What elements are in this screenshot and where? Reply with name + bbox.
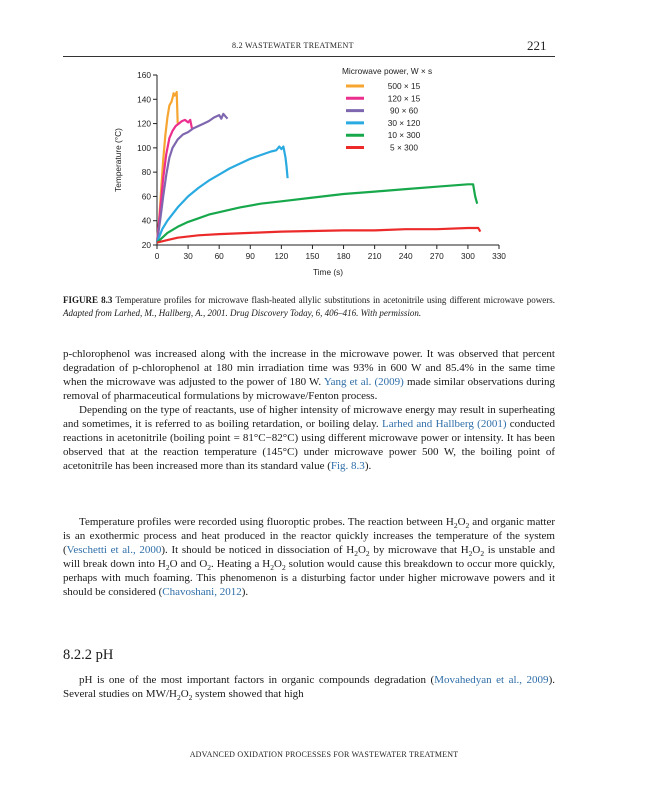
y-tick-label: 60 bbox=[141, 191, 151, 202]
x-tick-label: 270 bbox=[429, 251, 444, 261]
section-heading: 8.2.2 pH bbox=[63, 647, 114, 663]
legend-label: 120 × 15 bbox=[387, 93, 421, 104]
y-tick-label: 100 bbox=[137, 142, 151, 153]
paragraph-1: p-chlorophenol was increased along with the increase in the microwave power. It was observed that percent degradation of p-chlorophenol at 180 min irradiation time was 93% in 600 W and 85.4% in the same time when the microwave was adjusted to the power of 180 W. Yang et al. (2009) made similar observations during removal of pharmaceutical formulations by microwave/Fenton process. bbox=[63, 348, 556, 402]
x-tick-label: 330 bbox=[492, 251, 506, 261]
figure-caption bbox=[63, 294, 555, 320]
y-tick-label: 80 bbox=[141, 167, 151, 178]
y-axis-label: Temperature (°C) bbox=[113, 128, 123, 192]
figure-link[interactable]: Fig. 8.3 bbox=[330, 460, 365, 472]
legend-label: 500 × 15 bbox=[387, 81, 421, 91]
citation-link[interactable]: Chavoshani, 2012 bbox=[162, 586, 242, 598]
figure-label: FIGURE 8.3 bbox=[63, 295, 113, 305]
chart-series bbox=[157, 92, 480, 243]
running-footer: ADVANCED OXIDATION PROCESSES FOR WASTEWATER TREATMENT bbox=[189, 750, 459, 759]
y-tick-label: 140 bbox=[137, 94, 151, 105]
x-tick-label: 60 bbox=[214, 251, 224, 261]
series-line-3 bbox=[157, 114, 228, 243]
x-tick-label: 210 bbox=[367, 251, 382, 261]
citation-link[interactable]: Yang et al. (2009) bbox=[323, 376, 404, 388]
paragraph-3: Temperature profiles were recorded using fluoroptic probes. The reaction between $H_2O_2$ and organic matter is an exothermic process and heat produced in the reactor quickly increases the temperature of the system (Veschetti et al., 2000). It should be noticed in dissociation of $H_2O_2$ by microwave that $H_2O_2$ is unstable and will break down into $H_2O$ and $O_2$. Heating a $H_2O_2$ solution would cause this breakdown to occur more quickly, perhaps with much foaming. This phenomenon is a disturbing factor under higher microwave powers and it should be considered (Chavoshani, 2012). bbox=[63, 516, 555, 598]
x-tick-label: 300 bbox=[460, 251, 475, 261]
x-axis-label: Time (s) bbox=[312, 267, 344, 277]
x-tick-label: 30 bbox=[183, 251, 193, 261]
legend-label: 30 × 120 bbox=[387, 117, 421, 128]
header-rule bbox=[63, 56, 555, 57]
legend-label: 5 × 300 bbox=[390, 142, 418, 153]
legend-title: Microwave power, W × s bbox=[342, 66, 433, 76]
series-line-6 bbox=[157, 228, 480, 243]
legend-label: 10 × 300 bbox=[387, 130, 421, 141]
y-tick-label: 160 bbox=[137, 70, 151, 80]
x-tick-label: 0 bbox=[154, 251, 160, 261]
running-header: 8.2 WASTEWATER TREATMENT bbox=[232, 41, 354, 50]
temperature-chart bbox=[100, 62, 560, 290]
paragraph-4: pH is one of the most important factors in organic compounds degradation (Movahedyan et al., 2009). Several studies on $MW/H_2O_2$ system showed that high bbox=[63, 674, 555, 703]
citation-link[interactable]: Larhed and Hallberg (2001) bbox=[381, 418, 507, 430]
x-tick-label: 90 bbox=[245, 251, 255, 261]
x-tick-label: 120 bbox=[274, 251, 289, 261]
paragraph-2: Depending on the type of reactants, use of higher intensity of microwave energy may result in superheating and sometimes, it is referred to as boiling retardation, or boiling delay. Larhed and Hallberg (2001) conducted reactions in acetonitrile (boiling point = 81°C−82°C) using different microwave power or intensity. It has been observed that at the reaction temperature (145°C) under microwave power 500 W, the boiling point of acetonitrile has been increased more than its standard value (Fig. 8.3). bbox=[63, 404, 555, 472]
caption-source: Adapted from Larhed, M., Hallberg, A., 2001. Drug Discovery Today, 6, 406–416. With permission. bbox=[63, 307, 422, 318]
legend-label: 90 × 60 bbox=[390, 105, 418, 116]
y-tick-label: 20 bbox=[141, 240, 151, 250]
series-line-2 bbox=[157, 120, 192, 243]
x-tick-label: 180 bbox=[336, 251, 351, 261]
page-number: 221 bbox=[527, 38, 547, 53]
citation-link[interactable]: Movahedyan et al., 2009 bbox=[434, 674, 549, 686]
x-tick-label: 150 bbox=[305, 251, 320, 261]
y-tick-label: 120 bbox=[137, 118, 151, 129]
x-tick-label: 240 bbox=[398, 251, 413, 261]
caption-text: Temperature profiles for microwave flash-heated allylic substitutions in acetonitrile using different microwave powers. bbox=[115, 295, 555, 305]
chart-legend bbox=[342, 66, 432, 153]
y-tick-label: 40 bbox=[141, 215, 151, 226]
citation-link[interactable]: Veschetti et al., 2000 bbox=[66, 544, 162, 556]
